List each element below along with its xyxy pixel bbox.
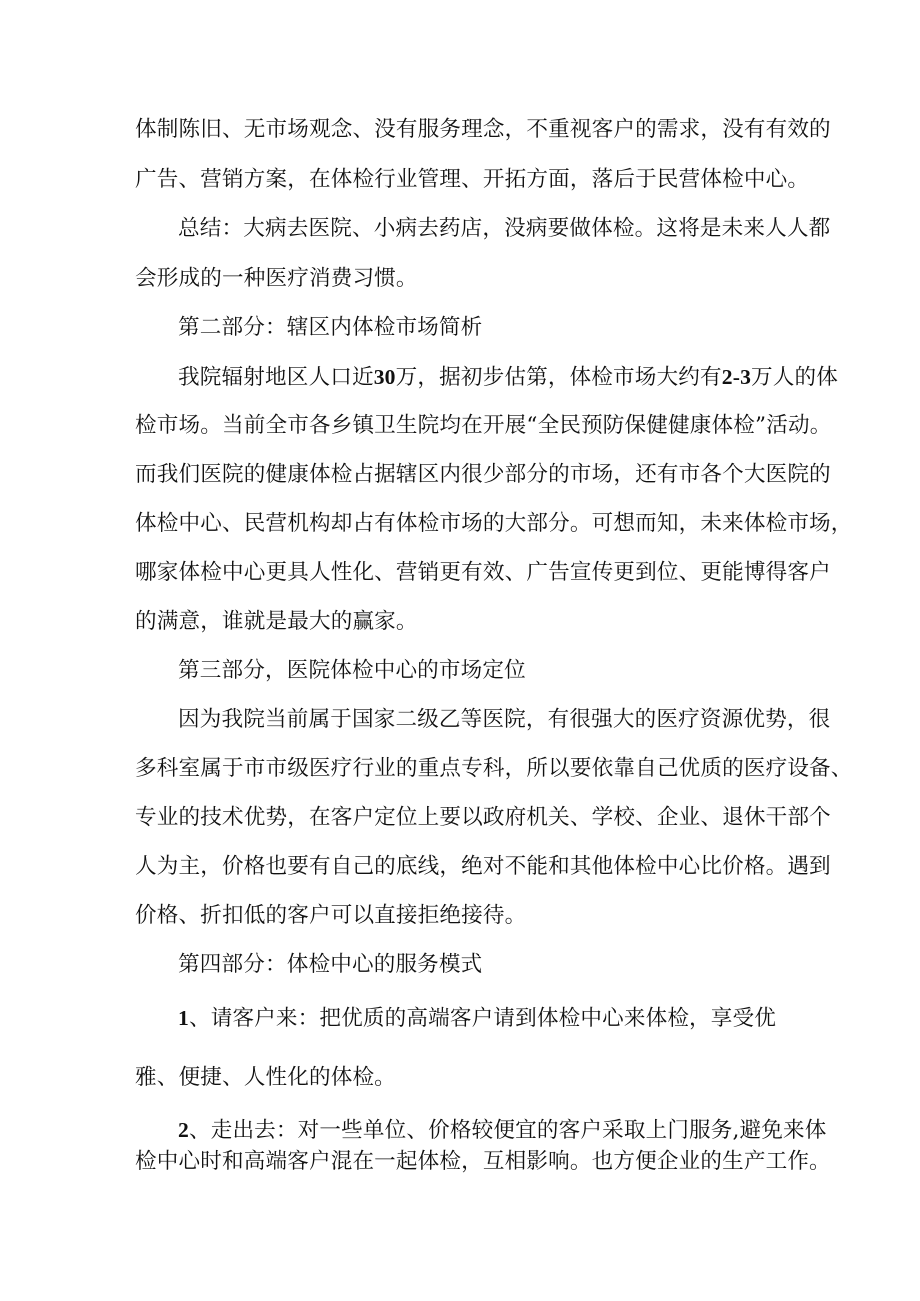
section-heading: 第二部分：辖区内体检市场简析 [178,315,483,340]
paragraph-line: 多科室属于市市级医疗行业的重点专科，所以要依靠自己优质的医疗设备、 [135,756,853,781]
paragraph-line: 的满意，谁就是最大的赢家。 [135,609,418,634]
paragraph-line: 价格、折扣低的客户可以直接拒绝接待。 [135,903,527,928]
population-line [178,362,838,393]
service-item-1 [178,1003,776,1034]
text-fragment: 我院辐射地区人口近 [178,365,374,390]
paragraph-line: 而我们医院的健康体检占据辖区内很少部分的市场，还有市各个大医院的 [135,462,831,487]
paragraph-line: 广告、营销方案，在体检行业管理、开拓方面，落后于民营体检中心。 [135,167,810,192]
paragraph-line: 雅、便捷、人性化的体检。 [135,1065,396,1090]
text-fragment: 、请客户来：把优质的高端客户请到体检中心来体检，享受优 [188,1006,777,1031]
paragraph-line: 检市场。当前全市各乡镇卫生院均在开展“全民预防保健健康体检”活动。 [135,413,832,438]
paragraph-line: 体检中心、民营机构却占有体检市场的大部分。可想而知，未来体检市场， [135,511,853,536]
service-item-2 [178,1115,827,1146]
paragraph-line: 人为主，价格也要有自己的底线，绝对不能和其他体检中心比价格。遇到 [135,854,831,879]
paragraph-line: 检中心时和高端客户混在一起体检，互相影响。也方便企业的生产工作。 [135,1149,831,1174]
market-size-number: 2-3 [721,365,752,389]
summary-line: 会形成的一种医疗消费习惯。 [135,266,418,291]
section-heading: 第四部分：体检中心的服务模式 [178,952,483,977]
item-number: 2 [178,1118,189,1142]
summary-line: 总结：大病去医院、小病去药店，没病要做体检。这将是未来人人都 [178,216,831,241]
text-fragment: 万人的体 [751,365,839,390]
text-fragment: 、走出去：对一些单位、价格较便宜的客户采取上门服务,避免来体 [188,1118,827,1143]
text-fragment: 万，据初步估第，体检市场大约有 [395,365,722,390]
section-heading: 第三部分，医院体检中心的市场定位 [178,658,526,683]
item-number: 1 [178,1006,189,1030]
paragraph-line: 体制陈旧、无市场观念、没有服务理念，不重视客户的需求，没有有效的 [135,117,831,142]
population-number: 30 [373,365,396,389]
paragraph-line: 哪家体检中心更具人性化、营销更有效、广告宣传更到位、更能博得客户 [135,560,831,585]
paragraph-line: 专业的技术优势，在客户定位上要以政府机关、学校、企业、退休干部个 [135,805,831,830]
paragraph-line: 因为我院当前属于国家二级乙等医院，有很强大的医疗资源优势，很 [178,707,831,732]
